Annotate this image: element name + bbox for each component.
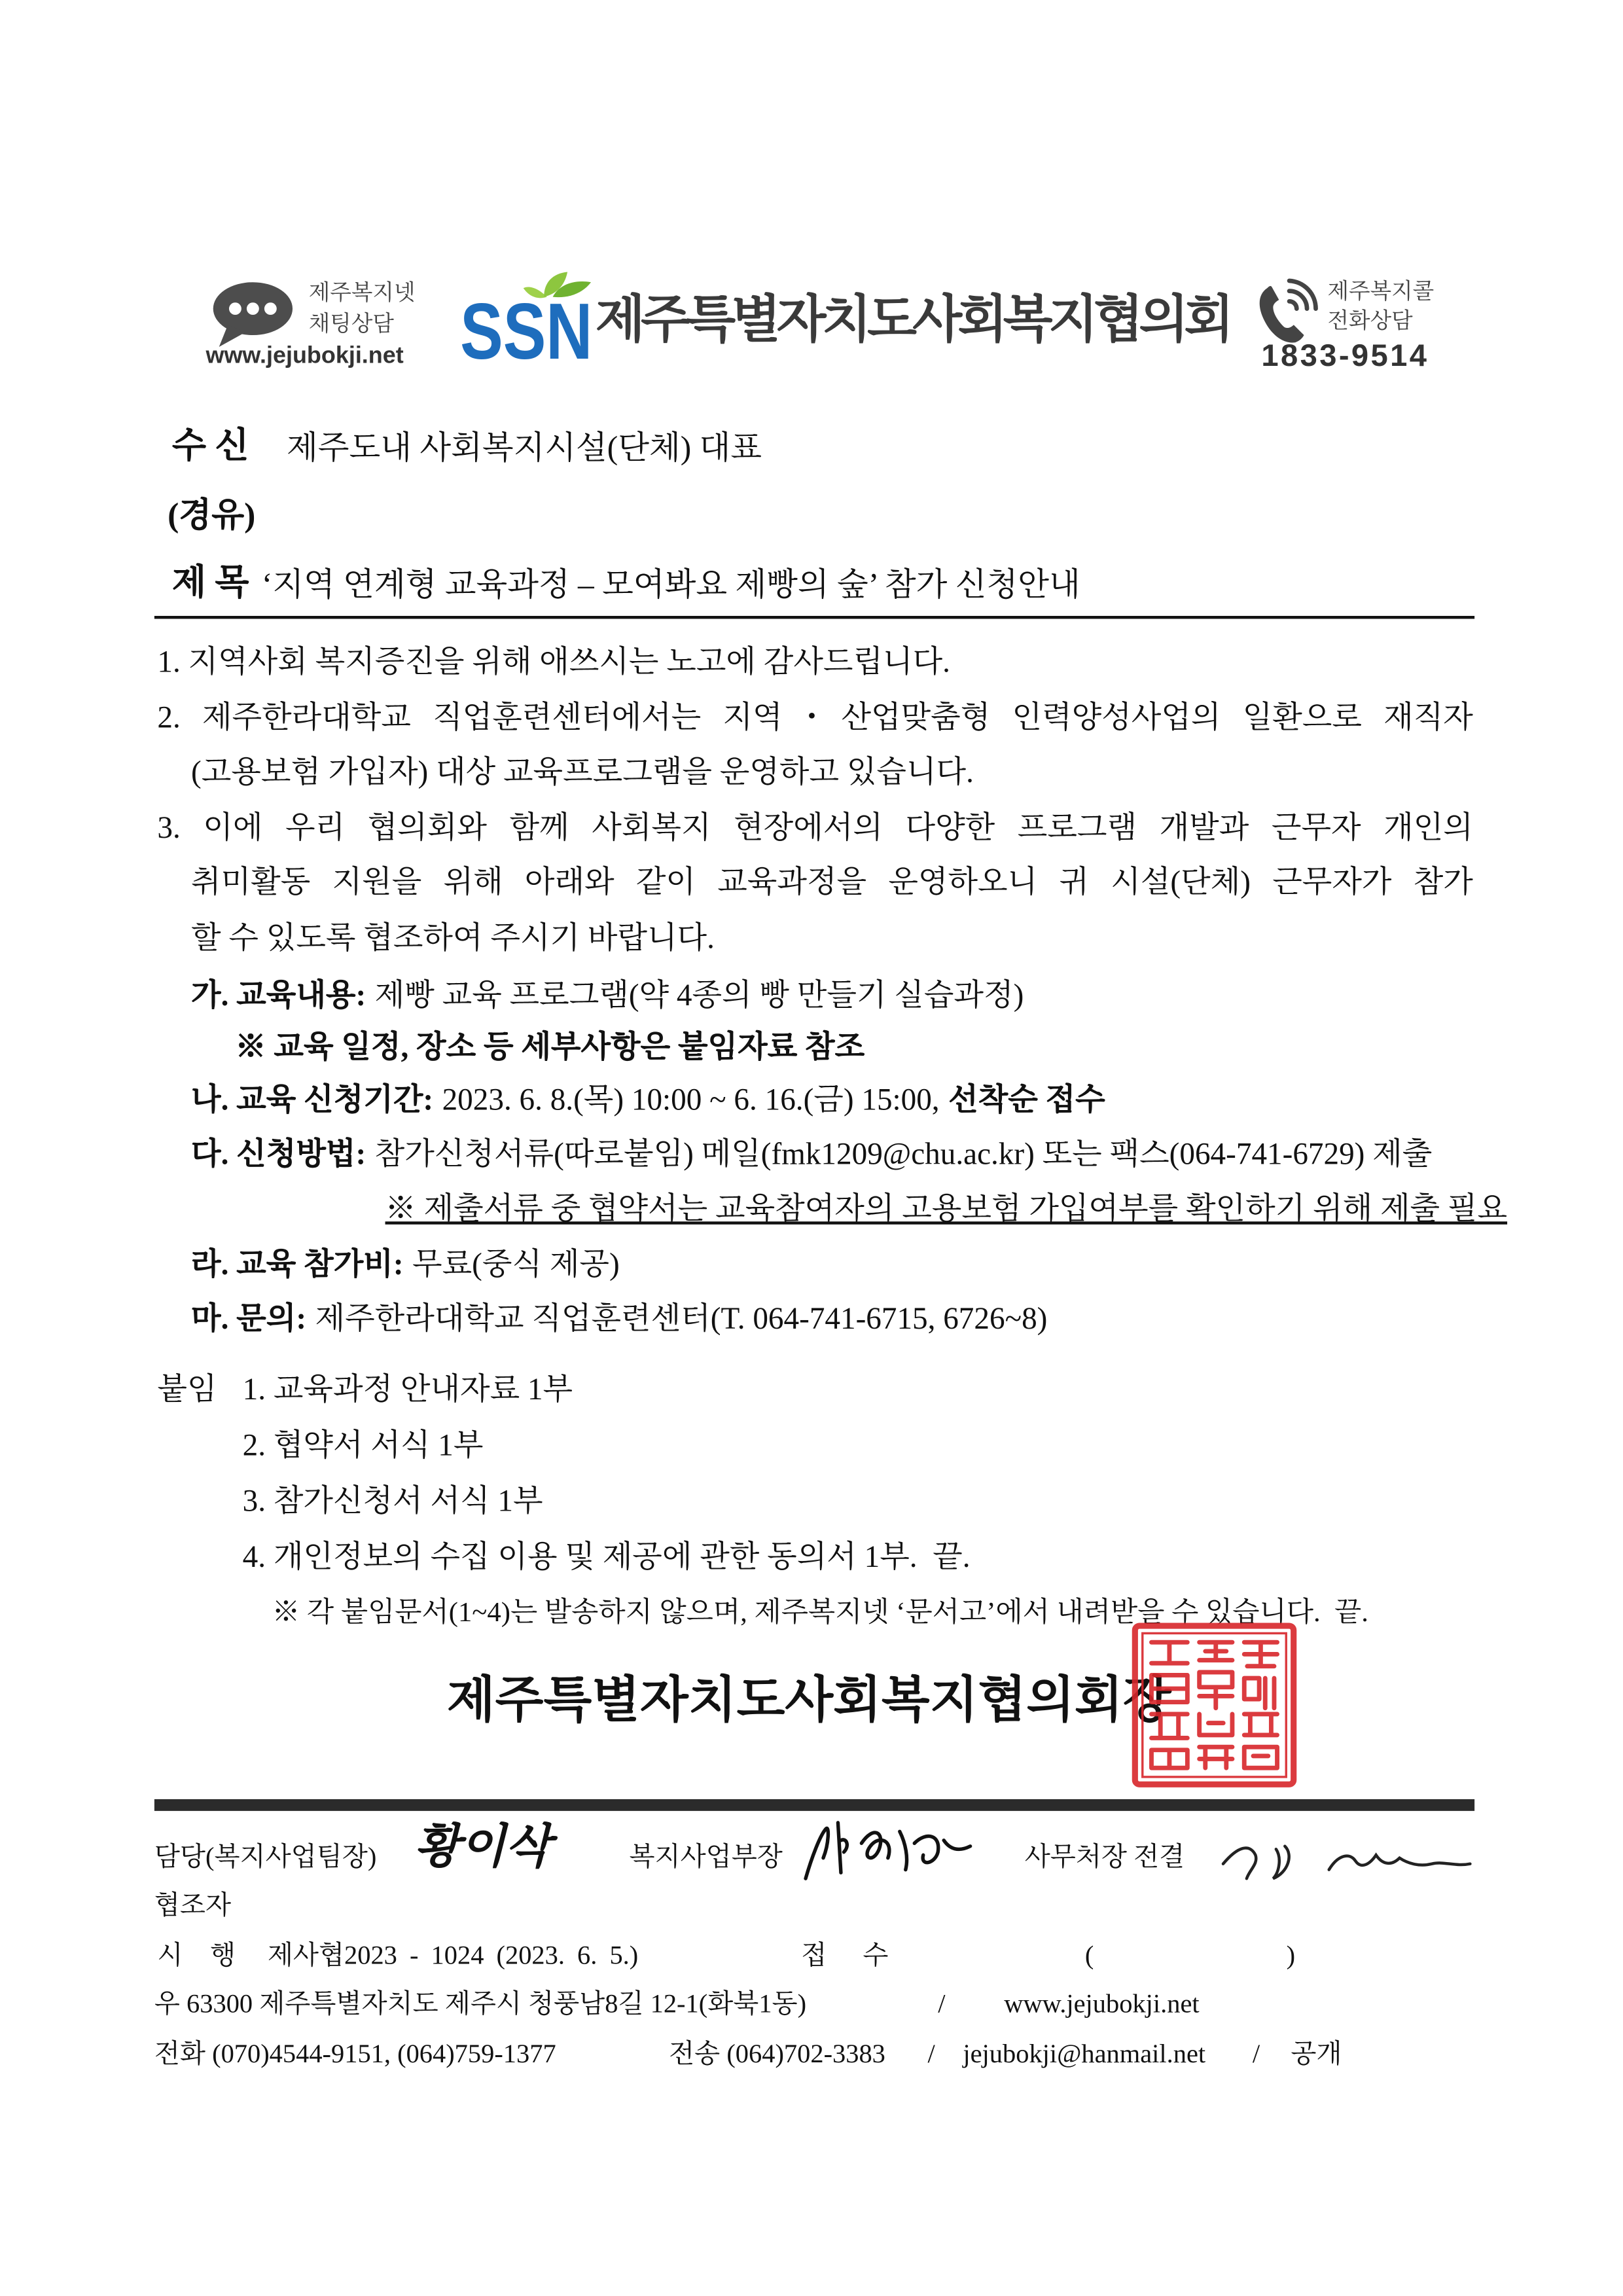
separator: / [927,2038,935,2068]
paragraph-3-line-3: 할 수 있도록 협조하여 주시기 바랍니다. [191,920,715,956]
attachment-item: 4. 개인정보의 수집 이용 및 제공에 관한 동의서 1부. 끝. [242,1539,971,1575]
paragraph-3-line-2: 취미활동 지원을 위해 아래와 같이 교육과정을 운영하오니 귀 시설(단체) 근무자가 참가 [191,864,1473,900]
recipient: 제주도내 사회복지시설(단체) 대표 [287,429,762,466]
disclosure-status: 공개 [1291,2038,1342,2068]
chat-label-line1: 제주복지넷 [308,280,416,306]
logo-mark: SSN [460,286,593,376]
issue-label: 시 행 [157,1940,236,1970]
item-application-method [191,1134,1432,1175]
item-text: 제빵 교육 프로그램(약 4종의 빵 만들기 실습과정) [374,977,1024,1013]
footer-divider [154,1799,1474,1811]
receipt-close-paren: ) [1286,1940,1296,1970]
paragraph-1: 1. 지역사회 복지증진을 위해 애쓰시는 노고에 감사드립니다. [157,643,951,679]
paragraph-3-line-1: 3. 이에 우리 협의회와 함께 사회복지 현장에서의 다양한 프로그램 개발과 근무자 개인의 [157,810,1473,846]
fax-number: 전송 (064)702-3383 [669,2038,885,2068]
item-text: 참가신청서류(따로붙임) 메일(fmk1209@chu.ac.kr) 또는 팩스(064-741-6729) 제출 [374,1136,1433,1172]
item-label: 마. 문의: [191,1300,307,1336]
address: 우 63300 제주특별자치도 제주시 청풍남8길 12-1(화북1동) [154,1988,807,2018]
receipt-label: 접 수 [801,1940,889,1970]
item-text: 2023. 6. 8.(목) 10:00 ~ 6. 16.(금) 15:00, [442,1081,940,1117]
subject-label: 제 목 [171,564,249,603]
cooperator-label: 협조자 [154,1890,232,1920]
issue-number: 제사협2023 - 1024 (2023. 6. 5.) [267,1940,639,1970]
sender-title: 제주특별자치도사회복지협의회장 [446,1674,1171,1729]
attachments-note: ※ 각 붙임문서(1~4)는 발송하지 않으며, 제주복지넷 ‘문서고’에서 내려받을 수 있습니다. 끝. [272,1598,1368,1629]
item-emphasis: 선착순 접수 [948,1081,1105,1117]
organization-name: 제주특별자치도사회복지협의회 [595,291,1230,349]
director-signature [797,1814,981,1890]
separator: / [938,1988,946,2018]
attachment-item: 3. 참가신청서 서식 1부 [242,1483,543,1518]
attachment-item: 2. 협약서 서식 1부 [242,1427,484,1463]
chat-label-line2: 채팅상담 [308,312,394,337]
official-seal [1130,1621,1298,1789]
subject-divider [154,616,1474,619]
phone-numbers: 전화 (070)4544-9151, (064)759-1377 [154,2038,556,2068]
staff-signature: 황이삭 [414,1820,551,1873]
attachments-label: 붙임 [157,1371,217,1407]
paragraph-2-line-1: 2. 제주한라대학교 직업훈련센터에서는 지역・산업맞춤형 인력양성사업의 일환으로 재직자 [157,700,1473,735]
receipt-open-paren: ( [1084,1940,1094,1970]
ssn-logo [459,268,597,376]
item-label: 라. 교육 참가비: [191,1246,404,1282]
item-education-note: ※ 교육 일정, 장소 등 세부사항은 붙임자료 참조 [235,1029,865,1064]
footer-website: www.jejubokji.net [1004,1988,1200,2018]
header-website: www.jejubokji.net [205,344,404,369]
item-text: 무료(중식 제공) [412,1246,620,1282]
chat-bubble-icon [210,279,295,353]
paragraph-2-line-2: (고용보험 가입자) 대상 교육프로그램을 운영하고 있습니다. [191,754,974,790]
item-label: 가. 교육내용: [191,977,366,1013]
director-label: 복지사업부장 [629,1842,783,1871]
item-education-content [191,975,1024,1016]
via-label: (경유) [168,497,256,534]
item-inquiry [191,1298,1047,1339]
item-application-period [191,1079,1105,1120]
call-label-line2: 전화상담 [1327,308,1413,334]
subject: ‘지역 연계형 교육과정 – 모여봐요 제빵의 숲’ 참가 신청안내 [261,565,1080,603]
item-fee [191,1244,620,1285]
attachment-item: 1. 교육과정 안내자료 1부 [242,1371,573,1407]
item-label: 나. 교육 신청기간: [191,1081,434,1117]
item-application-note: ※ 제출서류 중 협약서는 교육참여자의 고용보험 가입여부를 확인하기 위해 제출 필요 [385,1191,1508,1227]
item-label: 다. 신청방법: [191,1136,366,1172]
item-text: 제주한라대학교 직업훈련센터(T. 064-741-6715, 6726~8) [315,1300,1048,1336]
secretary-label: 사무처장 전결 [1024,1842,1185,1871]
secretary-signature [1217,1835,1476,1884]
seal-glyphs [1151,1642,1277,1768]
call-number: 1833-9514 [1261,339,1429,374]
separator: / [1252,2038,1260,2068]
staff-label: 담당(복지사업팀장) [154,1842,377,1871]
call-label-line1: 제주복지콜 [1327,279,1435,304]
recipient-label: 수 신 [171,427,249,466]
footer-email: jejubokji@hanmail.net [963,2038,1206,2068]
